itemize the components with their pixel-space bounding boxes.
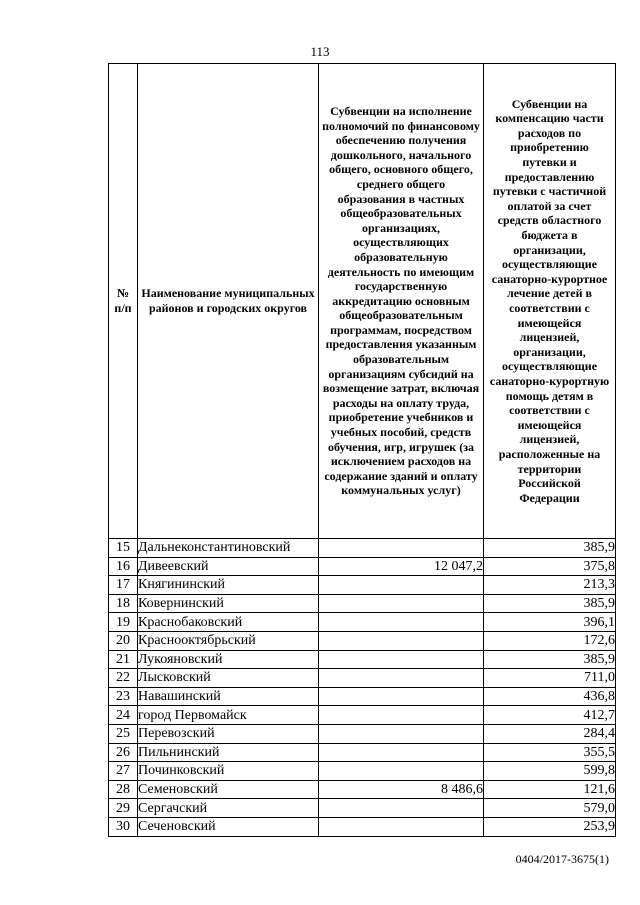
row-number: 15: [109, 539, 138, 558]
table-row: [109, 594, 616, 613]
row-number: 17: [109, 576, 138, 595]
district-name: Сеченовский: [138, 817, 319, 836]
table-row: [109, 743, 616, 762]
district-name: Перевозский: [138, 724, 319, 743]
page-number: 113: [310, 44, 330, 59]
table-row: [109, 631, 616, 650]
private-education-value: 12 047,2: [319, 557, 484, 576]
private-education-value: [319, 762, 484, 781]
sanatorium-value: 385,9: [484, 539, 616, 558]
table-row: [109, 799, 616, 818]
row-number: 28: [109, 780, 138, 799]
table-row: [109, 780, 616, 799]
table-header-row: [109, 64, 616, 539]
sanatorium-value: 121,6: [484, 780, 616, 799]
row-number: 26: [109, 743, 138, 762]
private-education-value: [319, 724, 484, 743]
row-number: 27: [109, 762, 138, 781]
sanatorium-value: 172,6: [484, 631, 616, 650]
table-row: [109, 762, 616, 781]
district-name: Сергачский: [138, 799, 319, 818]
document-code: 0404/2017-3675(1): [515, 852, 609, 866]
sanatorium-value: 355,5: [484, 743, 616, 762]
row-number: 23: [109, 687, 138, 706]
district-name: Лукояновский: [138, 650, 319, 669]
header-name: Наименование муниципальных районов и городских округов: [138, 64, 319, 539]
sanatorium-value: 375,8: [484, 557, 616, 576]
table-row: [109, 650, 616, 669]
private-education-value: [319, 799, 484, 818]
district-name: Лысковский: [138, 669, 319, 688]
sanatorium-value: 213,3: [484, 576, 616, 595]
district-name: Краснобаковский: [138, 613, 319, 632]
district-name: Пильнинский: [138, 743, 319, 762]
table-row: [109, 576, 616, 595]
sanatorium-value: 579,0: [484, 799, 616, 818]
sanatorium-value: 412,7: [484, 706, 616, 725]
private-education-value: [319, 669, 484, 688]
district-name: Починковский: [138, 762, 319, 781]
row-number: 30: [109, 817, 138, 836]
sanatorium-value: 711,0: [484, 669, 616, 688]
row-number: 22: [109, 669, 138, 688]
table-row: [109, 539, 616, 558]
private-education-value: [319, 687, 484, 706]
row-number: 18: [109, 594, 138, 613]
private-education-value: [319, 706, 484, 725]
sanatorium-value: 284,4: [484, 724, 616, 743]
private-education-value: [319, 576, 484, 595]
private-education-value: [319, 743, 484, 762]
table-row: [109, 687, 616, 706]
private-education-value: [319, 631, 484, 650]
sanatorium-value: 385,9: [484, 594, 616, 613]
table-row: [109, 669, 616, 688]
row-number: 24: [109, 706, 138, 725]
district-name: Ковернинский: [138, 594, 319, 613]
district-name: Дивеевский: [138, 557, 319, 576]
table-row: [109, 557, 616, 576]
header-sanatorium-subvention: Субвенции на компенсацию части расходов по приобретению путевки и предоставлению путевки с частичной оплатой за счет средств областного бюджета в организации, осуществляющие санаторно-курортное лечение детей в соответствии с имеющейся лицензией, организации, осуществляющие санаторно-курортную помощь детям в соответствии с имеющейся лицензией, расположенные на территории Российской Федерации: [484, 64, 616, 539]
district-name: Княгининский: [138, 576, 319, 595]
row-number: 20: [109, 631, 138, 650]
table-body: [109, 539, 616, 837]
row-number: 29: [109, 799, 138, 818]
district-name: Навашинский: [138, 687, 319, 706]
table-row: [109, 817, 616, 836]
table-row: [109, 613, 616, 632]
private-education-value: [319, 594, 484, 613]
header-private-education-subvention: Субвенции на исполнение полномочий по финансовому обеспечению получения дошкольного, начального общего, основного общего, среднего общего образования в частных общеобразовательных организациях, осуществляющих образовательную деятельность по имеющим государственную аккредитацию основным общеобразовательным программам, посредством предоставления указанным образовательным организациям субсидий на возмещение затрат, включая расходы на оплату труда, приобретение учебников и учебных пособий, средств обучения, игр, игрушек (за исключением расходов на содержание зданий и оплату коммунальных услуг): [319, 64, 484, 539]
sanatorium-value: 385,9: [484, 650, 616, 669]
row-number: 25: [109, 724, 138, 743]
row-number: 16: [109, 557, 138, 576]
private-education-value: 8 486,6: [319, 780, 484, 799]
district-name: Дальнеконстантиновский: [138, 539, 319, 558]
district-name: город Первомайск: [138, 706, 319, 725]
district-name: Краснооктябрьский: [138, 631, 319, 650]
sanatorium-value: 396,1: [484, 613, 616, 632]
private-education-value: [319, 817, 484, 836]
subvention-table: [108, 63, 616, 837]
table-row: [109, 724, 616, 743]
table-row: [109, 706, 616, 725]
private-education-value: [319, 539, 484, 558]
sanatorium-value: 436,8: [484, 687, 616, 706]
row-number: 19: [109, 613, 138, 632]
header-number: № п/п: [109, 64, 138, 539]
sanatorium-value: 599,8: [484, 762, 616, 781]
district-name: Семеновский: [138, 780, 319, 799]
sanatorium-value: 253,9: [484, 817, 616, 836]
row-number: 21: [109, 650, 138, 669]
private-education-value: [319, 650, 484, 669]
private-education-value: [319, 613, 484, 632]
